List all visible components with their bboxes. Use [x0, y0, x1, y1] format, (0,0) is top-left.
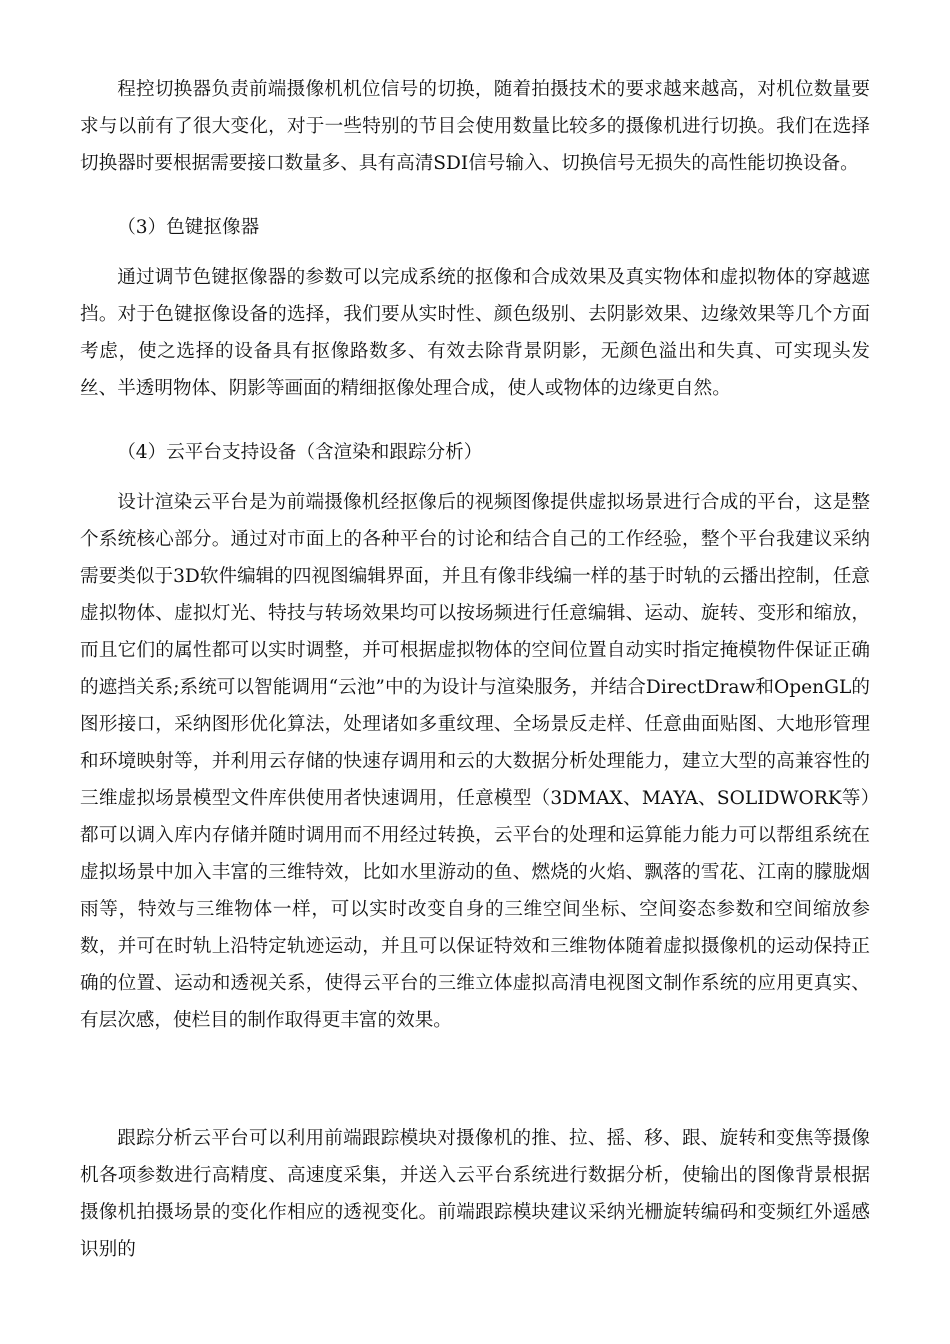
- paragraph-render-cloud: 设计渲染云平台是为前端摄像机经抠像后的视频图像提供虚拟场景进行合成的平台，这是整个系统核心部分。通过对市面上的各种平台的讨论和结合自己的工作经验，整个平台我建议采纳需要类似于3D软件编辑的四视图编辑界面，并且有像非线编一样的基于时轨的云播出控制，任意虚拟物体、虚拟灯光、特技与转场效果均可以按场频进行任意编辑、运动、旋转、变形和缩放，而且它们的属性都可以实时调整，并可根据虚拟物体的空间位置自动实时指定掩模物件保证正确的遮挡关系;系统可以智能调用“云池”中的为设计与渲染服务，并结合DirectDraw和OpenGL的图形接口，采纳图形优化算法，处理诸如多重纹理、全场景反走样、任意曲面贴图、大地形管理和环境映射等，并利用云存储的快速存调用和云的大数据分析处理能力，建立大型的高兼容性的三维虚拟场景模型文件库供使用者快速调用，任意模型（3DMAX、MAYA、SOLIDWORK等）都可以调入库内存储并随时调用而不用经过转换，云平台的处理和运算能力能力可以帮组系统在虚拟场景中加入丰富的三维特效，比如水里游动的鱼、燃烧的火焰、飘落的雪花、江南的朦胧烟雨等，特效与三维物体一样，可以实时改变自身的三维空间坐标、空间姿态参数和空间缩放参数，并可在时轨上沿特定轨迹运动，并且可以保证特效和三维物体随着虚拟摄像机的运动保持正确的位置、运动和透视关系，使得云平台的三维立体虚拟高清电视图文制作系统的应用更真实、有层次感，使栏目的制作取得更丰富的效果。: [80, 492, 870, 1031]
- paragraph-switcher: 程控切换器负责前端摄像机机位信号的切换，随着拍摄技术的要求越来越高，对机位数量要求与以前有了很大变化，对于一些特别的节目会使用数量比较多的摄像机进行切换。我们在选择切换器时要根据需要接口数量多、具有高清SDI信号输入、切换信号无损失的高性能切换设备。: [80, 79, 870, 174]
- section-heading-chroma-keyer: （3）色键抠像器: [117, 217, 260, 238]
- paragraph-tracking-cloud: 跟踪分析云平台可以利用前端跟踪模块对摄像机的推、拉、摇、移、跟、旋转和变焦等摄像机各项参数进行高精度、高速度采集，并送入云平台系统进行数据分析，使输出的图像背景根据摄像机拍摄场景的变化作相应的透视变化。前端跟踪模块建议采纳光栅旋转编码和变频红外遥感识别的: [80, 1128, 870, 1260]
- paragraph-chroma-keyer: 通过调节色键抠像器的参数可以完成系统的抠像和合成效果及真实物体和虚拟物体的穿越遮挡。对于色键抠像设备的选择，我们要从实时性、颜色级别、去阴影效果、边缘效果等几个方面考虑，使之选择的设备具有抠像路数多、有效去除背景阴影，无颜色溢出和失真、可实现头发丝、半透明物体、阴影等画面的精细抠像处理合成，使人或物体的边缘更自然。: [80, 267, 870, 399]
- section-heading-cloud-platform: （4）云平台支持设备（含渲染和跟踪分析）: [117, 442, 483, 463]
